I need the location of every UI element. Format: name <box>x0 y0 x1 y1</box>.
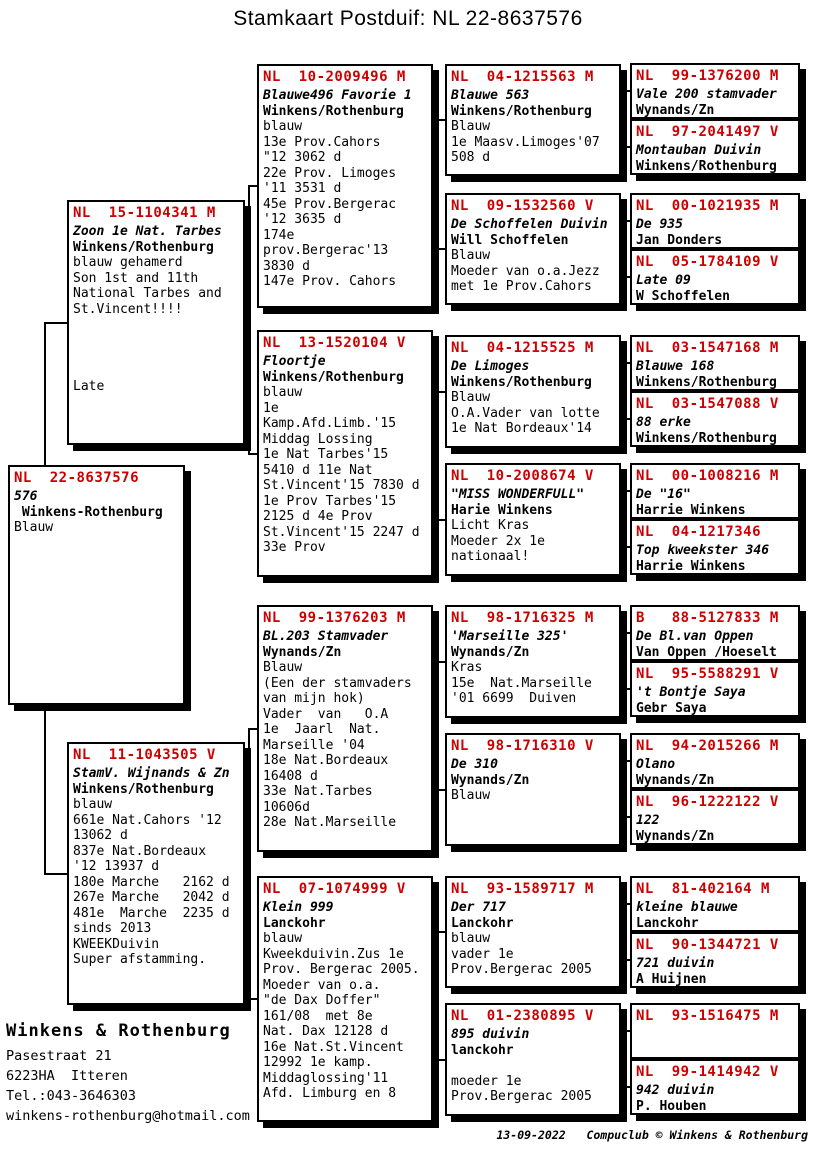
performance-line: met 1e Prov.Cahors <box>451 279 592 294</box>
ring-number: NL 13-1520104 V <box>263 335 406 351</box>
owner-name: Wynands/Zn <box>451 772 530 788</box>
performance-line: nationaal! <box>451 549 530 564</box>
pigeon-box-pgm <box>257 330 433 577</box>
performance-line: Blauw <box>451 788 491 803</box>
performance-line: 16e Nat.St.Vincent <box>263 1039 404 1055</box>
pigeon-name: Top kweekster 346 <box>636 543 770 558</box>
performance-line: blauw <box>451 931 491 946</box>
ring-number: NL 98-1716310 V <box>451 738 594 754</box>
performance-line: 12992 1e kamp. <box>263 1055 373 1070</box>
pigeon-name: 'Marseille 325' <box>451 629 569 644</box>
performance-line: Middaglossing'11 <box>263 1070 389 1086</box>
pigeon-name: De Schoffelen Duivin <box>451 217 608 232</box>
owner-name: Wynands/Zn <box>451 644 530 660</box>
performance-line <box>71 317 241 333</box>
tree-line <box>249 185 257 187</box>
ring-number: NL 99-1414942 V <box>636 1064 779 1080</box>
performance-line: 2125 d 4e Prov <box>263 509 373 524</box>
pigeon-box-ggp8 <box>445 1003 621 1116</box>
performance-line: 15e Nat.Marseille <box>451 675 592 691</box>
performance-line: O.A.Vader van lotte <box>451 405 600 421</box>
tree-line <box>623 362 625 420</box>
ring-number: NL 04-1215563 M <box>451 69 594 85</box>
tree-line <box>249 998 257 1000</box>
ring-number: NL 10-2009496 M <box>263 69 406 85</box>
pigeon-name: kleine blauwe <box>636 900 738 915</box>
tree-line <box>623 220 625 278</box>
performance-line: Nat. Dax 12128 d <box>263 1024 389 1039</box>
ring-number: NL 03-1547088 V <box>636 396 779 412</box>
tree-line <box>248 185 250 455</box>
pigeon-name: Klein 999 <box>263 900 334 915</box>
pigeon-box-g4p5 <box>630 335 800 391</box>
breeder-address-street: Pasestraat 21 <box>6 1048 112 1064</box>
performance-line: Afd. Limburg en 8 <box>263 1086 397 1101</box>
pigeon-name: De 935 <box>636 217 683 232</box>
tree-line <box>623 903 625 961</box>
pigeon-box-g4p4 <box>630 249 800 305</box>
pigeon-box-g4p7 <box>630 463 800 519</box>
tree-line <box>623 90 625 148</box>
performance-line: "de Dax Doffer" <box>263 993 381 1008</box>
performance-line: Moeder van o.a. <box>263 977 381 993</box>
performance-line: 481e Marche 2235 d <box>73 905 230 921</box>
ring-number: NL 98-1716325 M <box>451 610 594 626</box>
performance-line: Vader van O.A <box>263 706 389 722</box>
performance-line: Blauw <box>451 119 491 134</box>
owner-name: Will Schoffelen <box>451 232 569 248</box>
tree-line <box>436 391 438 521</box>
pigeon-box-g4p1 <box>630 63 800 119</box>
performance-line: St.Vincent'15 7830 d <box>263 478 420 493</box>
performance-line: '11 3531 d <box>263 181 342 196</box>
tree-line <box>44 704 46 875</box>
pigeon-name: Blauwe496 Favorie 1 <box>263 88 412 103</box>
ring-number: NL 93-1589717 M <box>451 881 594 897</box>
page-title: Stamkaart Postduif: NL 22-8637576 <box>233 7 583 30</box>
performance-line: 1e Prov Tarbes'15 <box>263 493 397 509</box>
pigeon-box-g4p16 <box>630 1059 800 1115</box>
ring-number: NL 90-1344721 V <box>636 937 779 953</box>
performance-line: '12 3635 d <box>263 212 342 227</box>
owner-name: Winkens/Rothenburg <box>73 239 214 255</box>
performance-line: Blauw <box>451 390 491 405</box>
owner-name: Jan Donders <box>636 232 723 248</box>
performance-line: '12 13937 d <box>73 859 160 874</box>
performance-line <box>71 364 241 380</box>
tree-line <box>437 519 445 521</box>
pigeon-box-g4p13 <box>630 876 800 932</box>
performance-line: 1e Nat Tarbes'15 <box>263 447 389 462</box>
tree-line <box>249 453 257 455</box>
performance-line: blauw <box>263 385 303 400</box>
owner-name: Wynands/Zn <box>636 772 715 788</box>
ring-number: NL 07-1074999 V <box>263 881 406 897</box>
tree-line <box>623 1030 625 1088</box>
performance-line: 1e Jaarl Nat. <box>263 722 381 737</box>
pigeon-box-ggp3 <box>445 335 621 448</box>
owner-name: Wynands/Zn <box>263 644 342 660</box>
performance-line: "12 3062 d <box>263 150 342 165</box>
pigeon-name: 942 duivin <box>636 1083 715 1098</box>
ring-number: NL 05-1784109 V <box>636 254 779 270</box>
pigeon-box-g4p11 <box>630 733 800 789</box>
pigeon-name: Zoon 1e Nat. Tarbes <box>73 224 222 239</box>
performance-line: blauw <box>73 797 113 812</box>
performance-line: National Tarbes and <box>73 286 222 301</box>
pigeon-name: 88 erke <box>636 415 691 430</box>
performance-line: Blauw <box>451 248 491 263</box>
performance-line: 28e Nat.Marseille <box>263 815 397 830</box>
performance-line: KWEEKDuivin <box>73 936 160 952</box>
performance-line: 147e Prov. Cahors <box>263 274 397 289</box>
pigeon-box-ggp7 <box>445 876 621 988</box>
pigeon-name: 721 duivin <box>636 956 715 971</box>
tree-line <box>623 760 625 818</box>
performance-line: Blauw <box>14 520 54 535</box>
pigeon-name: Vale 200 stamvader <box>636 87 777 102</box>
pigeon-box-mother <box>67 742 245 1005</box>
ring-number: NL 03-1547168 M <box>636 340 779 356</box>
pigeon-name: BL.203 Stamvader <box>263 629 389 644</box>
pigeon-name: Olano <box>636 757 676 772</box>
ring-number: NL 04-1215525 M <box>451 340 594 356</box>
tree-line <box>248 728 250 1000</box>
pigeon-box-g4p9 <box>630 605 800 661</box>
performance-line: 1e <box>263 400 279 416</box>
performance-line: 508 d <box>451 150 491 165</box>
ring-number: NL 94-2015266 M <box>636 738 779 754</box>
performance-line: blauw <box>263 931 303 946</box>
owner-name: W Schoffelen <box>636 288 730 304</box>
performance-line: sinds 2013 <box>73 921 152 936</box>
pigeon-name: De Bl.van Oppen <box>636 629 754 644</box>
owner-name: Winkens/Rothenburg <box>636 158 777 174</box>
pigeon-name: De Limoges <box>451 359 530 374</box>
ring-number: NL 96-1222122 V <box>636 794 779 810</box>
pigeon-box-g4p3 <box>630 193 800 249</box>
performance-line: 661e Nat.Cahors '12 <box>73 812 222 828</box>
pigeon-box-g4p15 <box>630 1003 800 1059</box>
ring-number: NL 97-2041497 V <box>636 124 779 140</box>
performance-line: Late <box>73 379 105 394</box>
tree-line <box>437 931 445 933</box>
tree-line <box>436 119 438 250</box>
pigeon-name: De 310 <box>451 757 498 772</box>
performance-line: 13062 d <box>73 828 128 843</box>
owner-name: lanckohr <box>451 1042 514 1058</box>
pigeon-box-g4p8 <box>630 519 800 575</box>
ring-number: NL 95-5588291 V <box>636 666 779 682</box>
pigeon-box-g4p2 <box>630 119 800 175</box>
performance-line: 837e Nat.Bordeaux <box>73 843 207 859</box>
tree-line <box>45 322 67 324</box>
breeder-phone: Tel.:043-3646303 <box>6 1088 137 1104</box>
ring-number: NL 99-1376200 M <box>636 68 779 84</box>
owner-name: Winkens/Rothenburg <box>73 781 214 797</box>
owner-name: Winkens/Rothenburg <box>263 103 404 119</box>
pigeon-name: Blauwe 563 <box>451 88 530 103</box>
pigeon-name: "MISS WONDERFULL" <box>451 487 585 502</box>
performance-line: Moeder 2x 1e <box>451 533 545 549</box>
tree-line <box>44 322 46 466</box>
performance-line: blauw <box>263 119 303 134</box>
tree-line <box>437 248 445 250</box>
owner-name: Wynands/Zn <box>636 828 715 844</box>
owner-name: Van Oppen /Hoeselt <box>636 644 777 660</box>
tree-line <box>45 873 67 875</box>
pigeon-box-father <box>67 200 245 445</box>
pigeon-name: De "16" <box>636 487 691 502</box>
owner-name: Lanckohr <box>636 915 699 931</box>
performance-line: (Een der stamvaders <box>263 675 412 691</box>
performance-line <box>449 1058 617 1074</box>
owner-name: Harie Winkens <box>451 502 553 518</box>
tree-line <box>249 728 257 730</box>
performance-line <box>71 348 241 364</box>
performance-line: 267e Marche 2042 d <box>73 890 230 905</box>
ring-number: B 88-5127833 M <box>636 610 779 626</box>
pigeon-box-g4p6 <box>630 391 800 447</box>
performance-line: 1e Nat Bordeaux'14 <box>451 421 592 436</box>
performance-line: Kweekduivin.Zus 1e <box>263 946 404 962</box>
tree-line <box>437 661 445 663</box>
pigeon-name: Montauban Duivin <box>636 143 762 158</box>
tree-line <box>437 1059 445 1061</box>
owner-name: Wynands/Zn <box>636 102 715 118</box>
owner-name: Winkens/Rothenburg <box>636 430 777 446</box>
ring-number: NL 09-1532560 V <box>451 198 594 214</box>
ring-number: NL 81-402164 M <box>636 881 770 897</box>
pigeon-name: 't Bontje Saya <box>636 685 746 700</box>
pigeon-box-subject <box>8 465 185 705</box>
performance-line: 18e Nat.Bordeaux <box>263 753 389 768</box>
performance-line: 45e Prov.Bergerac <box>263 196 397 212</box>
owner-name: Winkens/Rothenburg <box>636 374 777 390</box>
performance-line: Middag Lossing <box>263 431 373 447</box>
owner-name: Gebr Saya <box>636 700 707 716</box>
tree-line <box>436 661 438 791</box>
pigeon-box-pgf <box>257 64 433 308</box>
performance-line: Super afstamming. <box>73 952 207 967</box>
performance-line: Moeder van o.a.Jezz <box>451 263 600 279</box>
tree-line <box>437 391 445 393</box>
tree-line <box>437 119 445 121</box>
performance-line: 3830 d <box>263 258 310 274</box>
pigeon-box-ggp6 <box>445 733 621 846</box>
pigeon-name: 895 duivin <box>451 1027 530 1042</box>
performance-line: prov.Bergerac'13 <box>263 243 389 258</box>
pigeon-box-ggp2 <box>445 193 621 305</box>
breeder-block <box>6 1020 306 1126</box>
owner-name: P. Houben <box>636 1098 707 1114</box>
pigeon-name: Floortje <box>263 354 326 369</box>
performance-line: 5410 d 11e Nat <box>263 462 373 478</box>
performance-line: 1e Maasv.Limoges'07 <box>451 134 600 150</box>
pigeon-box-ggp4 <box>445 463 621 576</box>
owner-name: Lanckohr <box>263 915 326 931</box>
pigeon-box-g4p10 <box>630 661 800 717</box>
ring-number: NL 00-1008216 M <box>636 468 779 484</box>
performance-line: vader 1e <box>451 946 514 962</box>
pigeon-box-mgf <box>257 605 433 852</box>
performance-line: 22e Prov. Limoges <box>263 165 397 181</box>
pigeon-name: Der 717 <box>451 900 506 915</box>
pigeon-name: Blauwe 168 <box>636 359 715 374</box>
owner-name: A Huijnen <box>636 971 707 987</box>
performance-line: 161/08 met 8e <box>263 1008 373 1024</box>
pigeon-name: StamV. Wijnands & Zn <box>73 766 230 781</box>
pigeon-name: 122 <box>636 813 660 828</box>
owner-name: Winkens/Rothenburg <box>451 103 592 119</box>
performance-line: 180e Marche 2162 d <box>73 874 230 890</box>
tree-line <box>436 931 438 1061</box>
performance-line: blauw gehamerd <box>73 255 183 270</box>
performance-line: Son 1st and 11th <box>73 270 199 286</box>
performance-line: 10606d <box>263 799 310 815</box>
performance-line: Marseille '04 <box>263 737 365 753</box>
performance-line: '01 6699 Duiven <box>451 691 577 706</box>
performance-line: Kamp.Afd.Limb.'15 <box>263 416 397 431</box>
footer-credit: 13-09-2022 Compuclub © Winkens & Rothenburg <box>496 1128 808 1142</box>
performance-line: Prov.Bergerac 2005 <box>451 962 592 977</box>
pigeon-name: 576 <box>14 489 38 504</box>
breeder-name: Winkens & Rothenburg <box>6 1021 231 1041</box>
performance-line: 174e <box>263 227 295 243</box>
ring-number: NL 22-8637576 <box>14 470 140 486</box>
owner-name: Harrie Winkens <box>636 502 746 518</box>
ring-number: NL 04-1217346 <box>636 524 762 540</box>
owner-name: Winkens/Rothenburg <box>263 369 404 385</box>
breeder-address-city: 6223HA Itteren <box>6 1068 128 1084</box>
owner-name: Lanckohr <box>451 915 514 931</box>
tree-line <box>437 789 445 791</box>
performance-line: 13e Prov.Cahors <box>263 134 381 150</box>
pigeon-box-g4p12 <box>630 789 800 845</box>
performance-line: St.Vincent'15 2247 d <box>263 524 420 540</box>
ring-number: NL 10-2008674 V <box>451 468 594 484</box>
performance-line: 16408 d <box>263 768 318 784</box>
owner-name: Winkens-Rothenburg <box>14 504 163 520</box>
performance-line: St.Vincent!!!! <box>73 301 183 317</box>
ring-number: NL 15-1104341 M <box>73 205 216 221</box>
owner-name: Winkens/Rothenburg <box>451 374 592 390</box>
ring-number: NL 11-1043505 V <box>73 747 216 763</box>
performance-line: Licht Kras <box>451 518 530 533</box>
performance-line: Prov.Bergerac 2005 <box>451 1089 592 1104</box>
ring-number: NL 93-1516475 M <box>636 1008 779 1024</box>
breeder-email: winkens-rothenburg@hotmail.com <box>6 1108 250 1124</box>
pigeon-box-g4p14 <box>630 932 800 988</box>
tree-line <box>623 632 625 690</box>
pigeon-box-ggp1 <box>445 64 621 176</box>
performance-line: Kras <box>451 660 483 675</box>
performance-line: Blauw <box>263 660 303 675</box>
performance-line: van mijn hok) <box>263 691 365 706</box>
performance-line: Prov. Bergerac 2005. <box>263 962 420 977</box>
ring-number: NL 99-1376203 M <box>263 610 406 626</box>
pigeon-box-ggp5 <box>445 605 621 718</box>
ring-number: NL 01-2380895 V <box>451 1008 594 1024</box>
tree-line <box>623 490 625 548</box>
pigeon-name: Late 09 <box>636 273 691 288</box>
performance-line: moeder 1e <box>451 1073 522 1089</box>
performance-line: 33e Prov <box>263 540 326 555</box>
owner-name: Harrie Winkens <box>636 558 746 574</box>
performance-line <box>71 333 241 349</box>
performance-line: 33e Nat.Tarbes <box>263 784 373 799</box>
ring-number: NL 00-1021935 M <box>636 198 779 214</box>
